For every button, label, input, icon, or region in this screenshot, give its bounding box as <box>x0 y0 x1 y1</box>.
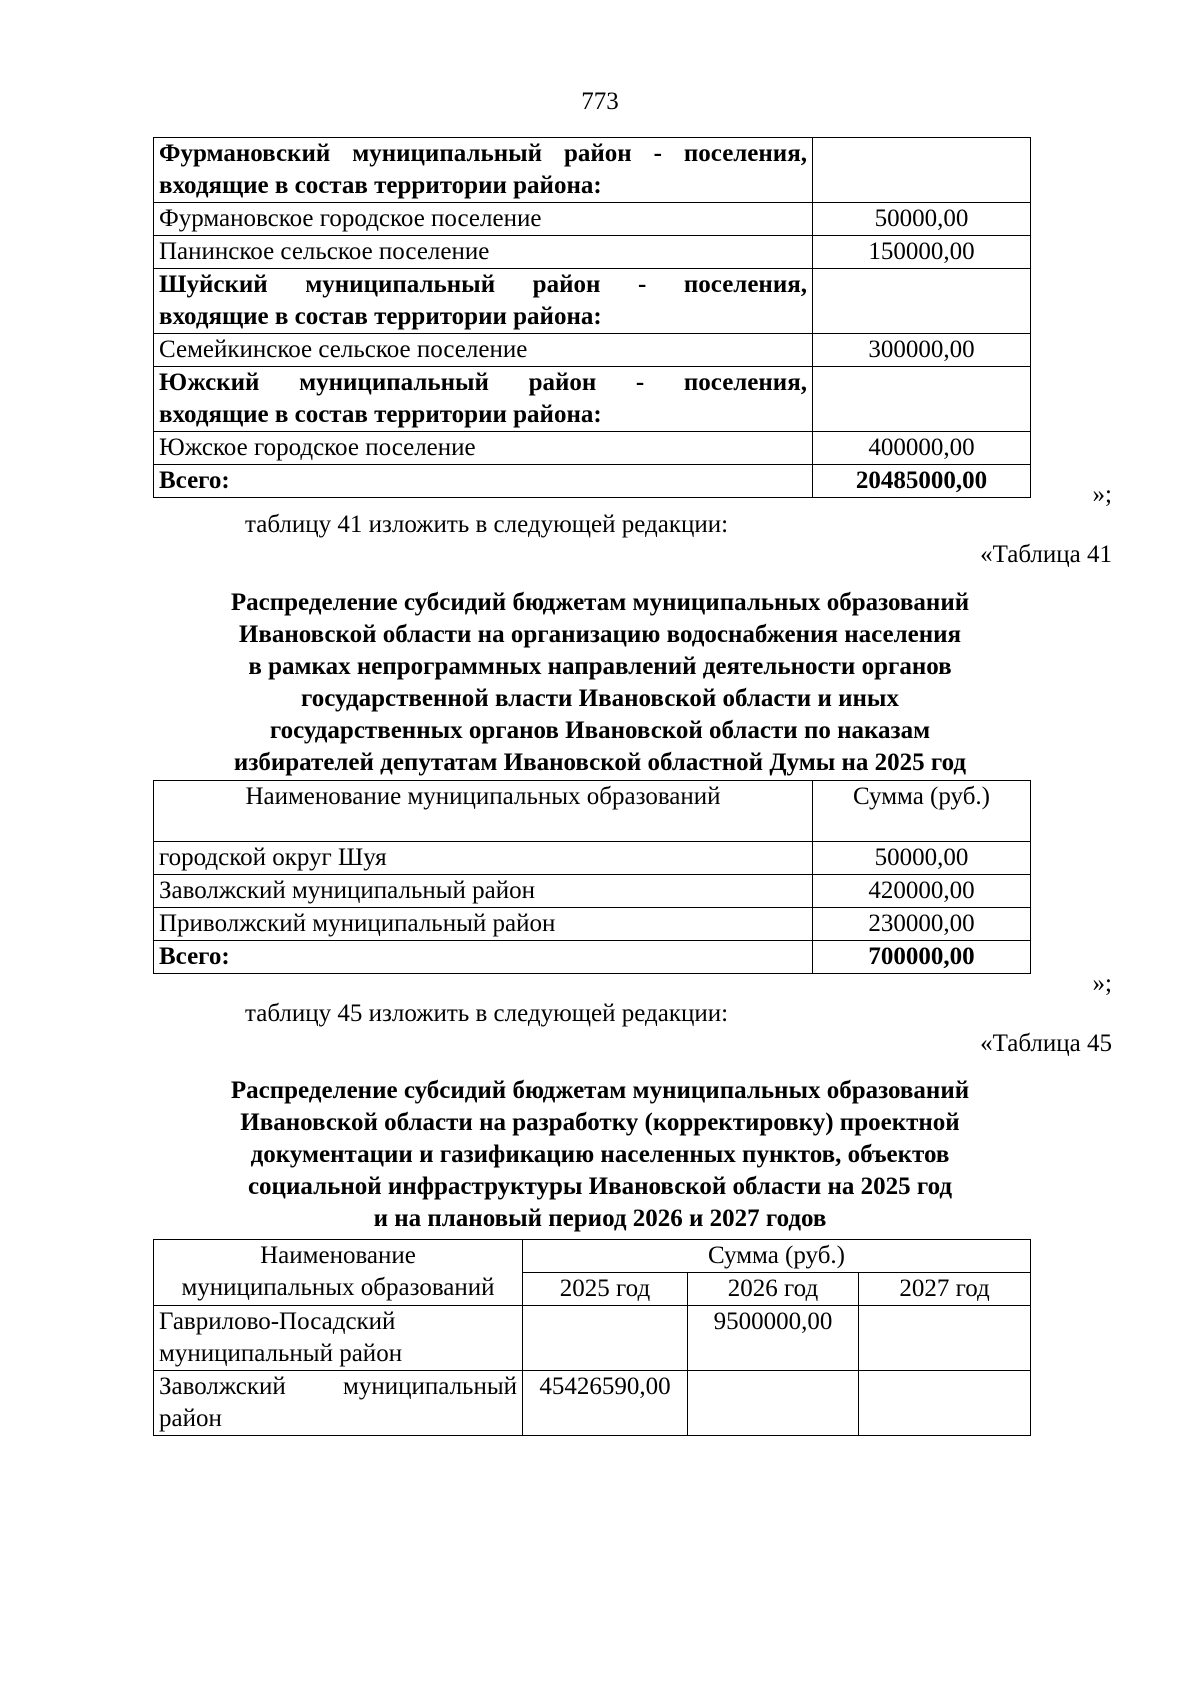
close-quote: »; <box>1092 481 1112 508</box>
row-amount <box>813 269 1031 334</box>
heading-line: Распределение субсидий бюджетам муниципальных образований <box>230 1077 970 1104</box>
header-name-line2: муниципальных образований <box>181 1274 495 1301</box>
row-name-line1: Гаврилово-Посадский <box>159 1308 396 1335</box>
heading-line: социальной инфраструктуры Ивановской области на 2025 год <box>247 1173 953 1200</box>
page-number: 773 <box>581 88 619 115</box>
heading-line: государственных органов Ивановской области по наказам <box>269 717 931 744</box>
table-row <box>154 875 1031 908</box>
table-row <box>154 367 1031 432</box>
table-label: «Таблица 41 <box>980 541 1112 568</box>
table-45 <box>153 1239 1031 1436</box>
row-amount-2026: 9500000,00 <box>688 1306 859 1371</box>
row-name: Семейкинское сельское поселение <box>154 334 813 367</box>
heading-line: документации и газификацию населенных пунктов, объектов <box>250 1141 950 1168</box>
header-name-line1: Наименование <box>260 1242 416 1269</box>
table-row <box>154 203 1031 236</box>
table-top <box>153 137 1031 498</box>
header-year-2026: 2026 год <box>688 1273 859 1306</box>
table41-heading <box>150 587 1050 779</box>
row-name <box>154 269 813 334</box>
row-amount: 150000,00 <box>813 236 1031 269</box>
row-name: Приволжский муниципальный район <box>154 908 813 941</box>
row-name-line1: Шуйский муниципальный район - поселения, <box>159 271 807 298</box>
row-name <box>154 367 813 432</box>
row-name: Панинское сельское поселение <box>154 236 813 269</box>
total-label: Всего: <box>154 941 813 974</box>
table-header-row <box>154 781 1031 842</box>
row-name: Фурмановское городское поселение <box>154 203 813 236</box>
header-name: Наименование муниципальных образований <box>154 781 813 842</box>
row-name-line2: муниципальный район <box>159 1340 403 1367</box>
row-amount: 230000,00 <box>813 908 1031 941</box>
row-amount-2025 <box>523 1306 688 1371</box>
row-amount-2025: 45426590,00 <box>523 1371 688 1436</box>
header-name <box>154 1240 523 1306</box>
table-row <box>154 236 1031 269</box>
heading-line: Ивановской области на организацию водоснабжения населения <box>238 621 962 648</box>
row-name-line1: Заволжский муниципальный <box>159 1373 517 1400</box>
row-amount-2027 <box>859 1306 1031 1371</box>
instruction-text: таблицу 41 изложить в следующей редакции: <box>245 511 729 538</box>
row-amount: 50000,00 <box>813 842 1031 875</box>
heading-line: и на плановый период 2026 и 2027 годов <box>373 1205 827 1232</box>
total-amount: 20485000,00 <box>813 465 1031 498</box>
table-row <box>154 269 1031 334</box>
row-amount: 400000,00 <box>813 432 1031 465</box>
total-row <box>154 465 1031 498</box>
header-sum: Сумма (руб.) <box>813 781 1031 842</box>
close-quote: »; <box>1092 970 1112 997</box>
table-header-row <box>154 1240 1031 1273</box>
row-name <box>154 1306 523 1371</box>
heading-line: избирателей депутатам Ивановской областной Думы на 2025 год <box>233 749 967 776</box>
row-amount: 300000,00 <box>813 334 1031 367</box>
row-amount <box>813 367 1031 432</box>
row-name: городской округ Шуя <box>154 842 813 875</box>
total-row <box>154 941 1031 974</box>
row-name-line2: район <box>159 1405 222 1432</box>
row-name <box>154 138 813 203</box>
row-name-line1: Фурмановский муниципальный район - поселения, <box>159 140 807 167</box>
table-row <box>154 1306 1031 1371</box>
table-row <box>154 432 1031 465</box>
table-41 <box>153 780 1031 974</box>
row-amount-2026 <box>688 1371 859 1436</box>
row-amount-2027 <box>859 1371 1031 1436</box>
table-label: «Таблица 45 <box>980 1030 1112 1057</box>
table-row <box>154 842 1031 875</box>
header-year-2025: 2025 год <box>523 1273 688 1306</box>
row-amount <box>813 138 1031 203</box>
heading-line: в рамках непрограммных направлений деятельности органов <box>248 653 952 680</box>
row-amount: 420000,00 <box>813 875 1031 908</box>
row-name <box>154 1371 523 1436</box>
header-year-2027: 2027 год <box>859 1273 1031 1306</box>
heading-line: Распределение субсидий бюджетам муниципальных образований <box>230 589 970 616</box>
heading-line: государственной власти Ивановской области и иных <box>301 685 899 712</box>
row-name-line2: входящие в состав территории района: <box>159 401 602 428</box>
heading-line: Ивановской области на разработку (корректировку) проектной <box>240 1109 960 1136</box>
row-name-line1: Южский муниципальный район - поселения, <box>159 369 807 396</box>
table-row <box>154 138 1031 203</box>
row-amount: 50000,00 <box>813 203 1031 236</box>
table-row <box>154 334 1031 367</box>
row-name-line2: входящие в состав территории района: <box>159 172 602 199</box>
row-name-line2: входящие в состав территории района: <box>159 303 602 330</box>
total-label: Всего: <box>154 465 813 498</box>
row-name: Южское городское поселение <box>154 432 813 465</box>
table-row <box>154 908 1031 941</box>
table-row <box>154 1371 1031 1436</box>
instruction-text: таблицу 45 изложить в следующей редакции: <box>245 1000 729 1027</box>
row-name: Заволжский муниципальный район <box>154 875 813 908</box>
total-amount: 700000,00 <box>813 941 1031 974</box>
header-sum: Сумма (руб.) <box>523 1240 1031 1273</box>
table45-heading <box>150 1075 1050 1235</box>
